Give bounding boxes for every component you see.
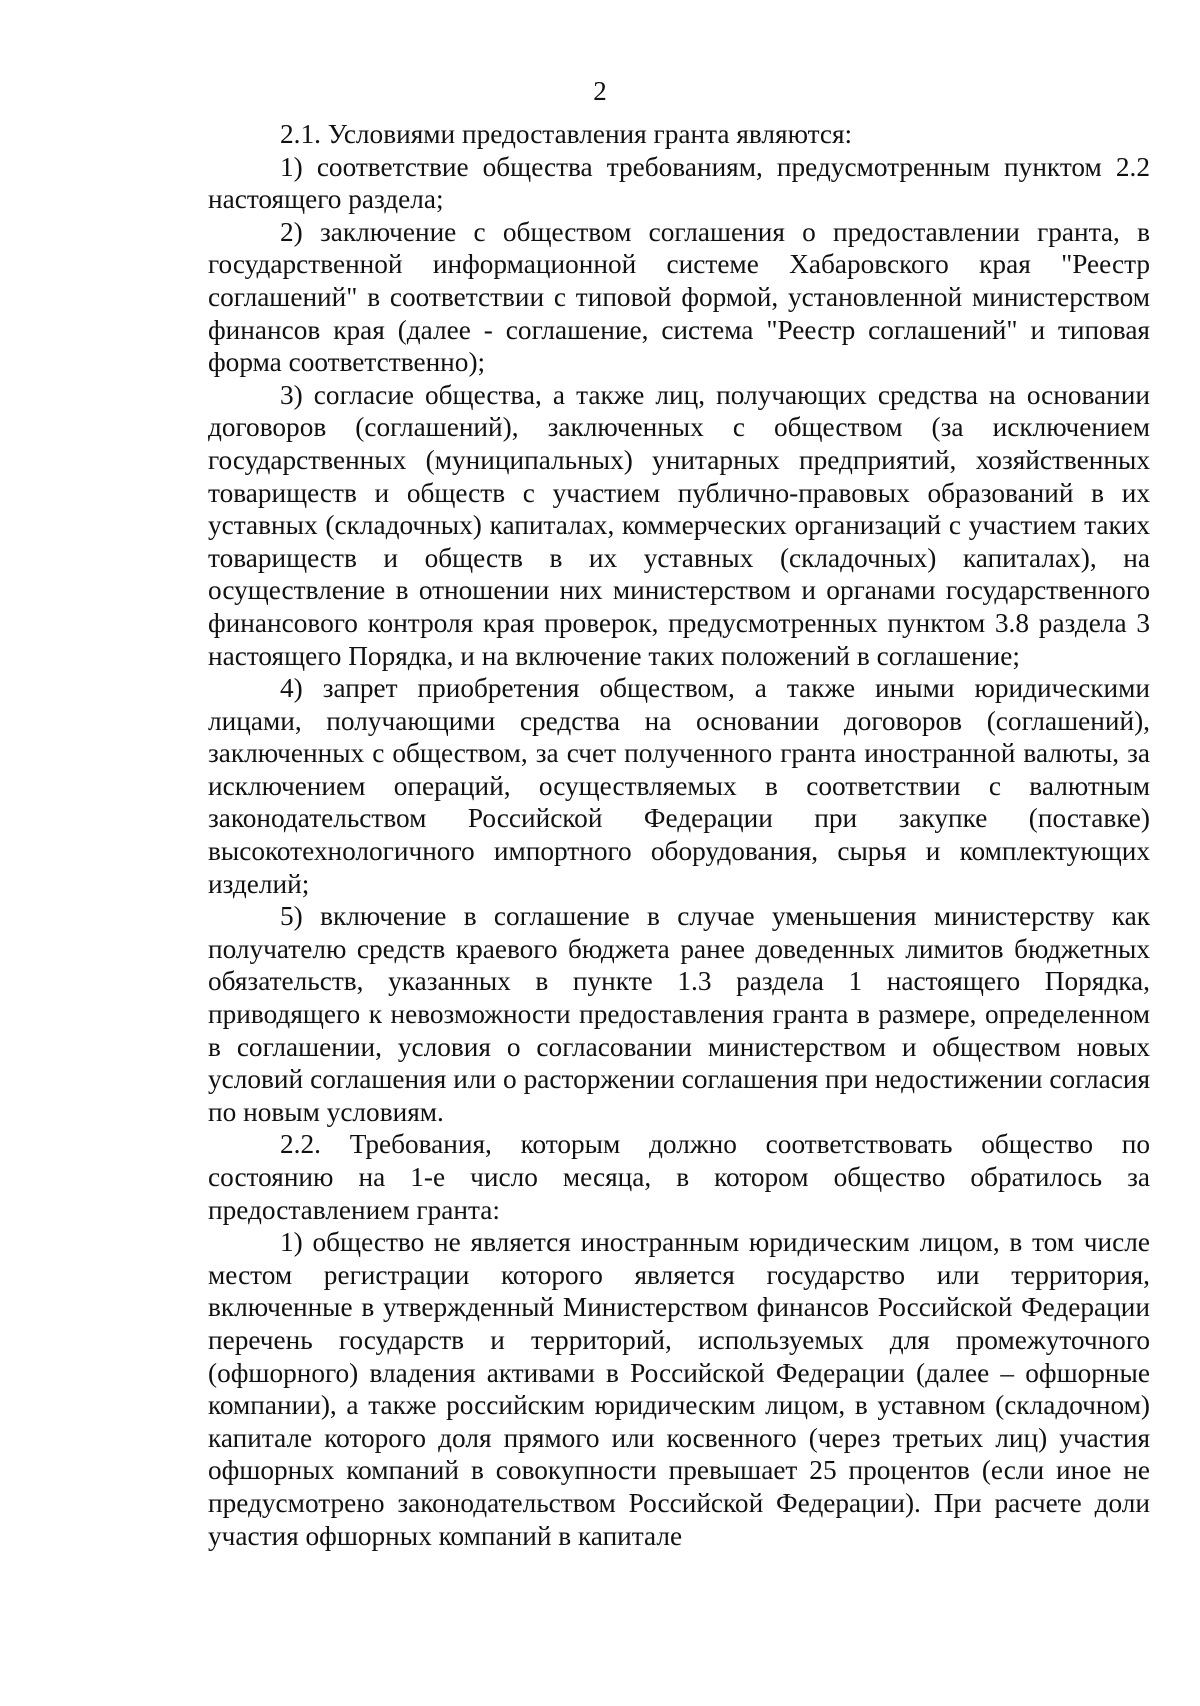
paragraph-2-1-item-4: 4) запрет приобретения обществом, а также иными юридическими лицами, получающими средства на основании договоров (соглашений), заключенных с обществом, за счет полученного гранта иностранной валюты, за исключением операций, осуществляемых в соответствии с валютным законодательством Российской Федерации при закупке (поставке) высокотехнологичного импортного оборудования, сырья и комплектующих изделий;	[208, 673, 1150, 899]
paragraph-2-1-item-5: 5) включение в соглашение в случае уменьшения министерству как получателю средств краевого бюджета ранее доведенных лимитов бюджетных обязательств, указанных в пункте 1.3 раздела 1 настоящего Порядка, приводящего к невозможности предоставления гранта в размере, определенном в соглашении, условия о согласовании министерством и обществом новых условий соглашения или о расторжении соглашения при недостижении согласия по новым условиям.	[208, 901, 1150, 1127]
paragraph-2-1-item-3: 3) согласие общества, а также лиц, получающих средства на основании договоров (соглашений), заключенных с обществом (за исключением государственных (муниципальных) унитарных предприятий, хозяйственных товариществ и обществ с участием публично-правовых образований в их уставных (складочных) капиталах, коммерческих организаций с участием таких товариществ и обществ в их уставных (складочных) капиталах), на осуществление в отношении них министерством и органами государственного финансового контроля края проверок, предусмотренных пунктом 3.8 раздела 3 настоящего Порядка, и на включение таких положений в соглашение;	[208, 379, 1150, 671]
page-number: 2	[593, 76, 607, 106]
paragraph-2-2-item-1: 1) общество не является иностранным юридическим лицом, в том числе местом регистрации которого является государство или территория, включенные в утвержденный Министерством финансов Российской Федерации перечень государств и территорий, используемых для промежуточного (офшорного) владения активами в Российской Федерации (далее – офшорные компании), а также российским юридическим лицом, в уставном (складочном) капитале которого доля прямого или косвенного (через третьих лиц) участия офшорных компаний в совокупности превышает 25 процентов (если иное не предусмотрено законодательством Российской Федерации). При расчете доли участия офшорных компаний в капитале	[208, 1227, 1150, 1551]
document-body	[208, 118, 1150, 1552]
paragraph-2-1-heading: 2.1. Условиями предоставления гранта являются:	[280, 119, 853, 149]
paragraph-2-2-heading: 2.2. Требования, которым должно соответствовать общество по состоянию на 1-е число месяца, в котором общество обратилось за предоставлением гранта:	[208, 1129, 1150, 1225]
paragraph-2-1-item-1: 1) соответствие общества требованиям, предусмотренным пунктом 2.2 настоящего раздела;	[208, 151, 1150, 215]
paragraph-2-1-item-2: 2) заключение с обществом соглашения о предоставлении гранта, в государственной информационной системе Хабаровского края "Реестр соглашений" в соответствии с типовой формой, установленной министерством финансов края (далее - соглашение, система "Реестр соглашений" и типовая форма соответственно);	[208, 216, 1150, 378]
